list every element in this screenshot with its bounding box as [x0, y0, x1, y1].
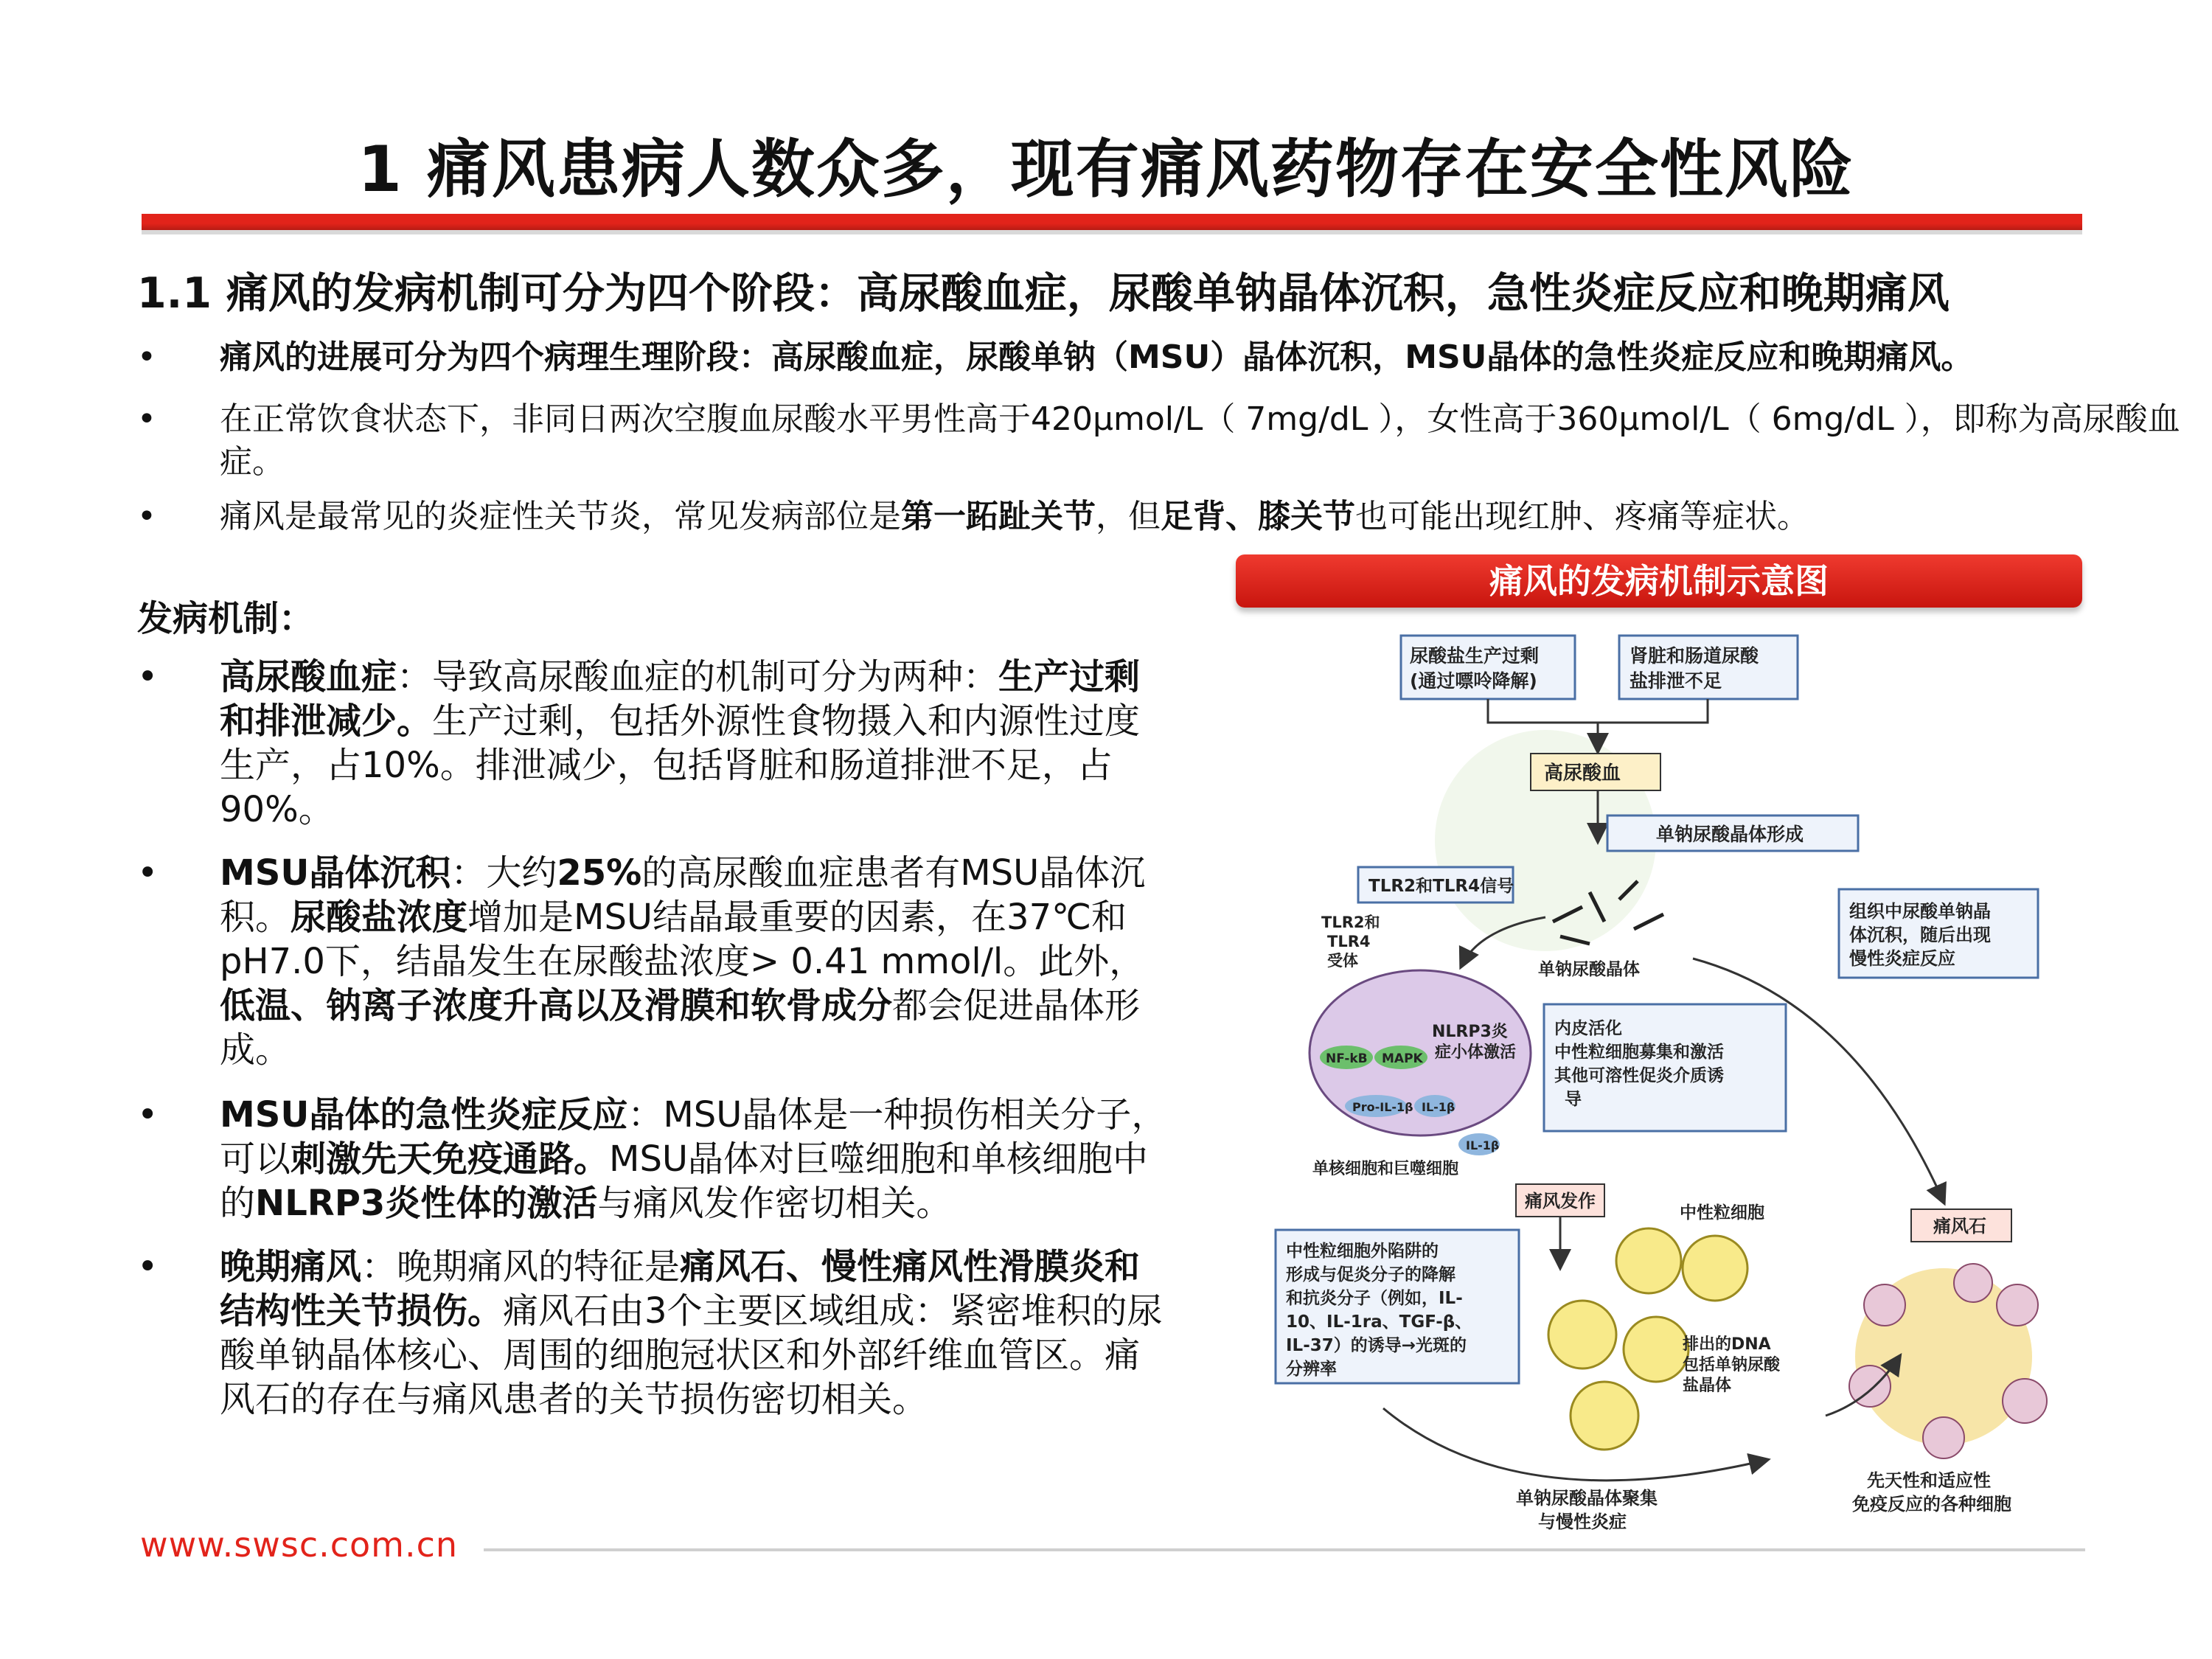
box-overproduction-line1: 尿酸盐生产过剩: [1410, 645, 1540, 667]
label-innate-2: 免疫反应的各种细胞: [1852, 1494, 2011, 1514]
title-underline-shadow: [142, 230, 2082, 234]
box-net-line6: 分辨率: [1286, 1360, 1337, 1379]
bullet-text: [220, 495, 1809, 538]
label-nlrp3-1: NLRP3炎: [1432, 1023, 1508, 1041]
bullet-text-bold: 足背、膝关节: [1161, 498, 1355, 535]
label-il1b: IL-1β: [1422, 1100, 1455, 1114]
box-net-line2: 形成与促炎分子的降解: [1286, 1265, 1455, 1284]
mechanism-text: [220, 1093, 1171, 1225]
section-subtitle: 1.1 痛风的发病机制可分为四个阶段：高尿酸血症，尿酸单钠晶体沉积，急性炎症反应和晚期痛风: [137, 269, 1950, 318]
mechanism-bold: 尿酸盐浓度: [291, 897, 468, 938]
mechanism-text: [220, 851, 1171, 1072]
bullet-text-bold: 第一跖趾关节: [901, 498, 1096, 535]
label-mapk: MAPK: [1382, 1051, 1423, 1066]
label-nfkb: NF-kB: [1326, 1051, 1368, 1066]
page-title: 1 痛风患病人数众多，现有痛风药物存在安全性风险: [358, 133, 1854, 206]
box-excretion-line1: 肾脏和肠道尿酸: [1630, 645, 1759, 667]
label-msu-crystal: 单钠尿酸晶体: [1538, 960, 1640, 979]
label-neutrophil: 中性粒细胞: [1680, 1203, 1764, 1222]
mechanism-text: [220, 1245, 1171, 1422]
label-nlrp3-2: 症小体激活: [1435, 1043, 1517, 1062]
bullet-dot: •: [137, 1094, 159, 1135]
mechanism-term: 晚期痛风: [220, 1246, 362, 1287]
bullet-dot: •: [137, 400, 156, 438]
label-il1b-out: IL-1β: [1466, 1138, 1500, 1152]
bullet-text-part: 也可能出现红肿、疼痛等症状。: [1355, 498, 1809, 535]
mechanism-text: [220, 655, 1171, 832]
label-dna-3: 盐晶体: [1683, 1377, 1732, 1395]
mechanism-bold: 25%: [557, 852, 642, 894]
mechanism-text-part: ：导致高尿酸血症的机制可分为两种：: [397, 656, 999, 698]
box-tissue-deposit-line3: 慢性炎症反应: [1849, 948, 1955, 969]
footer-url[interactable]: www.swsc.com.cn: [140, 1525, 459, 1565]
box-effects-line3: 其他可溶性促炎介质诱: [1554, 1066, 1724, 1085]
box-tissue-deposit-line2: 体沉积，随后出现: [1849, 925, 1991, 945]
mechanism-text-part: 生产过剩，包括外源性食物摄入和内源性过度生产，占10%。排泄减少，包括肾脏和肠道排泄不足，占90%。: [220, 700, 1141, 830]
mechanism-term: 高尿酸血症: [220, 656, 397, 698]
box-effects-line2: 中性粒细胞募集和激活: [1554, 1043, 1724, 1062]
gout-mechanism-diagram: [1236, 619, 2082, 1548]
mechanism-bold: 刺激先天免疫通路。: [291, 1138, 610, 1180]
mechanism-heading: 发病机制：: [137, 598, 315, 639]
box-gout-attack-label: 痛风发作: [1525, 1191, 1596, 1211]
box-excretion-line2: 盐排泄不足: [1630, 670, 1722, 692]
mechanism-text-part: ：大约: [451, 852, 557, 894]
footer-divider: [484, 1548, 2085, 1551]
mechanism-bold: 痛风石、慢性痛风性滑膜炎和结构性关节损伤。: [220, 1246, 1141, 1332]
label-tlr-receptor-1: TLR2和: [1321, 914, 1380, 931]
mechanism-text-part: 与痛风发作密切相关。: [597, 1183, 952, 1224]
bullet-dot: •: [137, 656, 159, 698]
mechanism-text-part: 增加是MSU结晶最重要的因素，在37℃和pH7.0下，结晶发生在尿酸盐浓度> 0.41 mmol/l。此外，: [220, 897, 1145, 982]
mechanism-term: MSU晶体的急性炎症反应: [220, 1094, 628, 1135]
mechanism-text-part: 痛风石由3个主要区域组成：紧密堆积的尿酸单钠晶体核心、周围的细胞冠状区和外部纤维血管区。痛风石的存在与痛风患者的关节损伤密切相关。: [220, 1290, 1163, 1420]
tophus-cluster: [1849, 1264, 2047, 1458]
label-aggregate-2: 与慢性炎症: [1538, 1512, 1627, 1532]
mechanism-bold: 生产过剩和排泄减少。: [220, 656, 1141, 742]
diagram-header: 痛风的发病机制示意图: [1236, 554, 2082, 608]
mechanism-bold: 低温、钠离子浓度升高以及滑膜和软骨成分: [220, 985, 893, 1026]
box-net-line3: 和抗炎分子（例如，IL-: [1286, 1289, 1463, 1308]
box-overproduction-line2: (通过嘌呤降解): [1410, 670, 1537, 692]
label-tlr-receptor-2: TLR4: [1327, 933, 1371, 950]
box-hyperuricemia-label: 高尿酸血: [1544, 762, 1621, 785]
label-pro-il1b: Pro-IL-1β: [1352, 1100, 1413, 1114]
box-tlr-signal-label: TLR2和TLR4信号: [1368, 877, 1514, 896]
box-crystal-formation-label: 单钠尿酸晶体形成: [1656, 824, 1804, 845]
mechanism-text-part: MSU晶体对巨噬细胞和单核细胞中的: [220, 1138, 1149, 1224]
bullet-dot: •: [137, 852, 159, 894]
box-tissue-deposit-line1: 组织中尿酸单钠晶: [1849, 901, 1991, 922]
bullet-dot: •: [137, 498, 156, 535]
bullet-text-part: 痛风是最常见的炎症性关节炎，常见发病部位是: [220, 498, 901, 535]
label-dna-1: 排出的DNA: [1683, 1335, 1771, 1354]
box-effects-line1: 内皮活化: [1554, 1019, 1622, 1038]
mechanism-text-part: ：MSU晶体是一种损伤相关分子，可以: [220, 1094, 1167, 1180]
bullet-text: 痛风的进展可分为四个病理生理阶段：高尿酸血症，尿酸单钠（MSU）晶体沉积，MSU晶体的急性炎症反应和晚期痛风。: [220, 338, 1974, 376]
box-tophus-label: 痛风石: [1933, 1216, 1986, 1237]
label-tlr-receptor-3: 受体: [1327, 952, 1358, 970]
bullet-dot: •: [137, 338, 156, 376]
label-cells: 单核细胞和巨噬细胞: [1312, 1160, 1459, 1178]
label-innate-1: 先天性和适应性: [1867, 1470, 1991, 1491]
box-net-line4: 10、IL-1ra、TGF-β、: [1286, 1312, 1472, 1332]
mechanism-bold: NLRP3炎性体的激活: [255, 1183, 598, 1224]
bullet-dot: •: [137, 1246, 159, 1287]
mechanism-text-part: ：晚期痛风的特征是: [361, 1246, 681, 1287]
box-net-line5: IL-37）的诱导→光斑的: [1286, 1336, 1467, 1355]
box-effects-line4: 导: [1565, 1090, 1582, 1109]
label-dna-2: 包括单钠尿酸: [1683, 1356, 1781, 1374]
bullet-text: 在正常饮食状态下，非同日两次空腹血尿酸水平男性高于420μmol/L（ 7mg/dL ），女性高于360μmol/L（ 6mg/dL ），即称为高尿酸血症。: [220, 400, 2180, 481]
mechanism-term: MSU晶体沉积: [220, 852, 451, 894]
mechanism-text-part: 都会促进晶体形成。: [220, 985, 1141, 1071]
bullet-text-part: ，但: [1096, 498, 1161, 535]
mechanism-text-part: 的高尿酸血症患者有MSU晶体沉积。: [220, 852, 1146, 938]
title-underline-bar: [142, 214, 2082, 230]
box-net-line1: 中性粒细胞外陷阱的: [1286, 1242, 1439, 1261]
label-aggregate-1: 单钠尿酸晶体聚集: [1516, 1488, 1658, 1509]
